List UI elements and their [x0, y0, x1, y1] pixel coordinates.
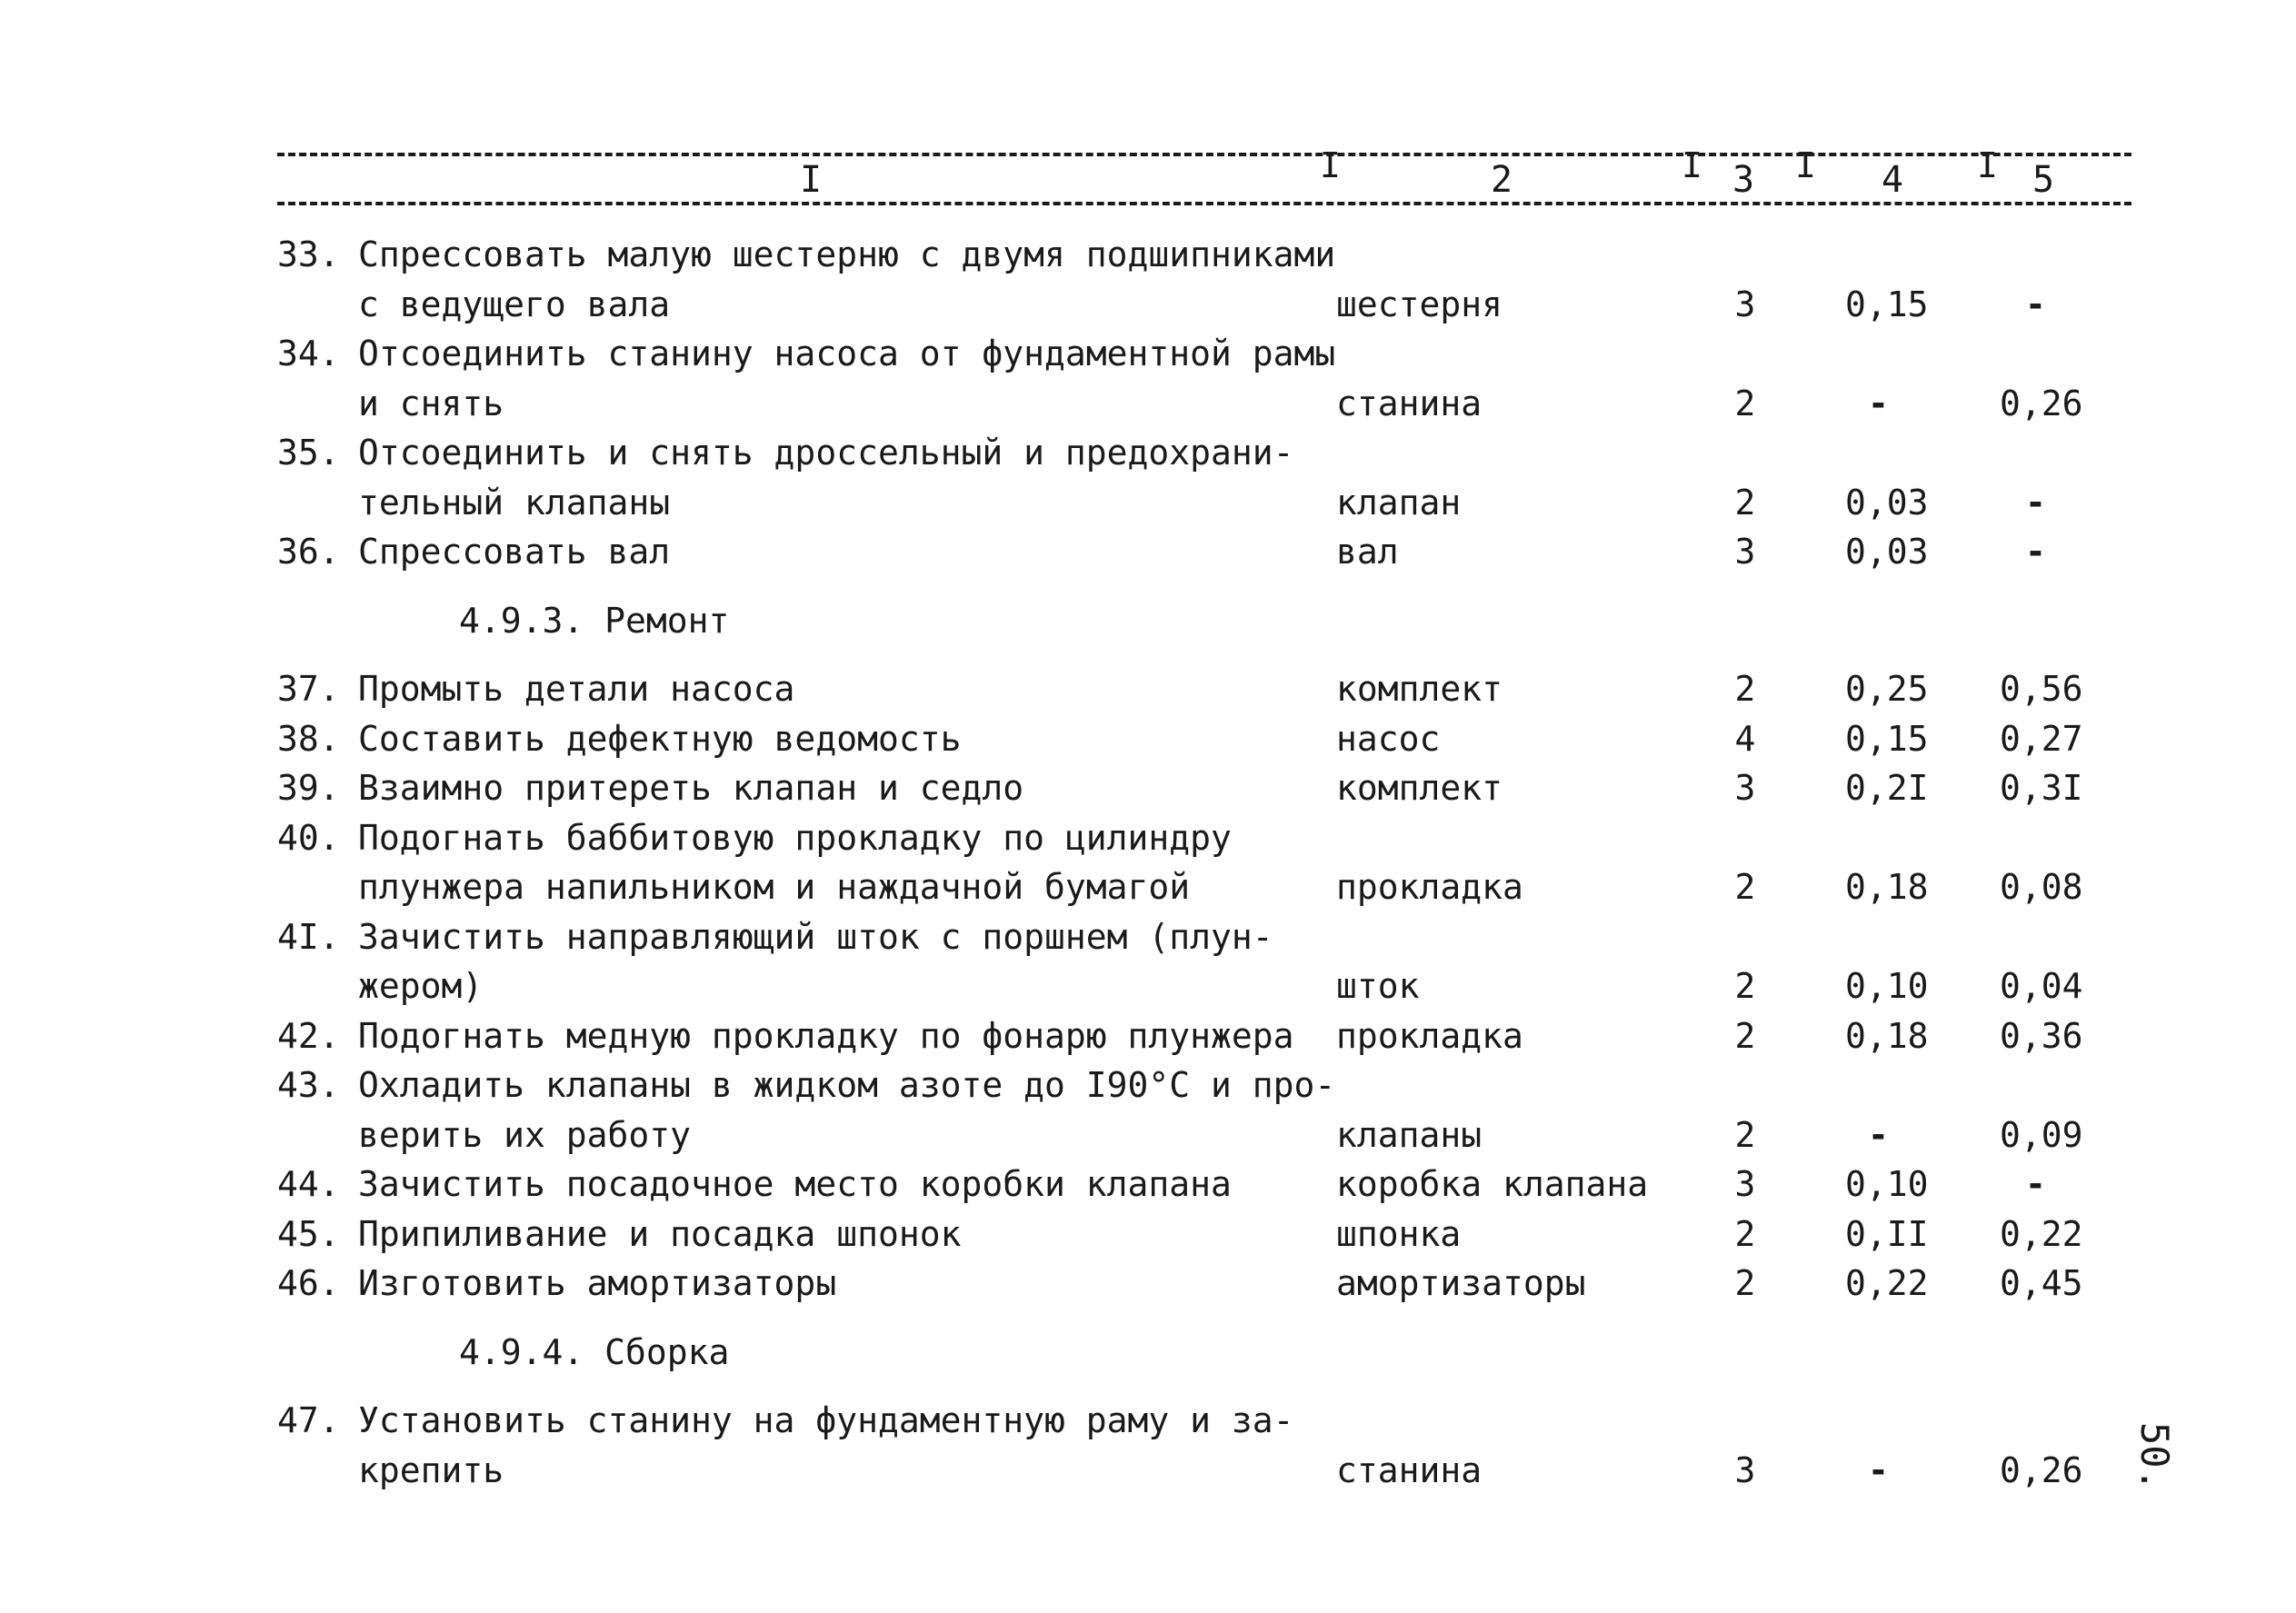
unit-cell: шток [1336, 966, 1420, 1006]
unit-cell: комплект [1336, 669, 1503, 709]
column-3-cell: 3 [1734, 284, 1756, 324]
operation-description: Изготовить амортизаторы [358, 1263, 837, 1303]
operation-description: плунжера напильником и наждачной бумагой [358, 867, 1191, 907]
operation-description: Спрессовать малую шестерню с двумя подшипниками [358, 234, 1336, 274]
column-separator: I [1682, 145, 1702, 185]
column-number-3: 3 [1732, 159, 1755, 201]
column-5-cell: 0,36 [2000, 1015, 2083, 1056]
column-separator: I [1320, 145, 1341, 185]
operation-number: 44. [277, 1164, 340, 1204]
column-4-cell: 0,22 [1845, 1263, 1929, 1303]
operation-description: крепить [358, 1449, 504, 1490]
column-4-cell: 0,10 [1845, 966, 1929, 1006]
operation-description: Составить дефектную ведомость [358, 718, 962, 759]
operation-description: Охладить клапаны в жидком азоте до I90°C и про- [358, 1065, 1336, 1105]
column-5-cell: 0,27 [2000, 718, 2083, 759]
column-separator: I [1977, 145, 1998, 185]
column-5-cell: - [2025, 532, 2046, 572]
column-number-4: 4 [1882, 159, 1904, 201]
operation-description: тельный клапаны [358, 482, 671, 523]
column-5-cell: 0,09 [2000, 1114, 2083, 1155]
operation-description: Отсоединить и снять дроссельный и предохрани- [358, 433, 1294, 473]
unit-cell: шпонка [1336, 1213, 1462, 1254]
operation-description: Промыть детали насоса [358, 669, 795, 709]
column-3-cell: 2 [1734, 669, 1756, 709]
column-number-5: 5 [2032, 159, 2055, 201]
operation-number: 34. [277, 334, 340, 373]
operation-number: 47. [277, 1400, 340, 1440]
column-5-cell: 0,22 [2000, 1213, 2083, 1254]
column-4-cell: 0,2I [1845, 768, 1929, 808]
section-heading: 4.9.3. Ремонт [459, 600, 730, 641]
column-5-cell: - [2025, 482, 2046, 523]
operation-description: верить их работу [358, 1114, 692, 1155]
column-3-cell: 3 [1734, 768, 1756, 808]
column-4-cell: 0,10 [1845, 1164, 1929, 1204]
operation-description: Отсоединить станину насоса от фундаментной рамы [358, 334, 1336, 373]
column-4-cell: 0,25 [1845, 669, 1929, 709]
column-3-cell: 2 [1734, 383, 1756, 423]
operation-number: 39. [277, 768, 340, 808]
unit-cell: прокладка [1336, 867, 1523, 907]
column-4-cell: 0,15 [1845, 284, 1929, 324]
column-5-cell: 0,08 [2000, 867, 2083, 907]
unit-cell: насос [1336, 718, 1441, 759]
column-3-cell: 2 [1734, 966, 1756, 1006]
column-number-1: I [800, 159, 823, 201]
operation-number: 33. [277, 234, 340, 274]
operation-description: Зачистить посадочное место коробки клапана [358, 1164, 1232, 1204]
unit-cell: амортизаторы [1336, 1263, 1586, 1303]
column-3-cell: 3 [1734, 1449, 1756, 1490]
column-5-cell: - [2025, 1164, 2046, 1204]
operation-description: Взаимно притереть клапан и седло [358, 768, 1024, 808]
operation-number: 45. [277, 1213, 340, 1254]
operation-number: 37. [277, 669, 340, 709]
unit-cell: станина [1336, 1449, 1482, 1490]
column-3-cell: 4 [1734, 718, 1756, 759]
column-3-cell: 3 [1734, 1164, 1756, 1204]
operation-number: 43. [277, 1065, 340, 1105]
operation-description: жером) [358, 966, 484, 1006]
column-3-cell: 2 [1734, 1213, 1756, 1254]
column-5-cell: 0,04 [2000, 966, 2083, 1006]
operation-number: 42. [277, 1015, 340, 1056]
column-4-cell: - [1868, 1449, 1889, 1490]
operation-number: 36. [277, 532, 340, 572]
operation-number: 38. [277, 718, 340, 759]
column-4-cell: 0,03 [1845, 532, 1929, 572]
unit-cell: комплект [1336, 768, 1503, 808]
column-4-cell: 0,18 [1845, 867, 1929, 907]
column-5-cell: 0,26 [2000, 1449, 2083, 1490]
column-number-2: 2 [1491, 159, 1513, 201]
page-number: 50. [2132, 1422, 2177, 1491]
column-3-cell: 2 [1734, 1015, 1756, 1056]
column-3-cell: 2 [1734, 867, 1756, 907]
operation-description: и снять [358, 383, 504, 423]
column-3-cell: 2 [1734, 482, 1756, 523]
operation-number: 46. [277, 1263, 340, 1303]
unit-cell: вал [1336, 532, 1399, 572]
header-rule-bottom [277, 202, 2131, 205]
unit-cell: клапаны [1336, 1114, 1482, 1155]
operation-description: Подогнать баббитовую прокладку по цилиндру [358, 817, 1232, 858]
column-5-cell: 0,45 [2000, 1263, 2083, 1303]
header-rule-top [277, 153, 2131, 156]
column-5-cell: - [2025, 284, 2046, 324]
operation-description: с ведущего вала [358, 284, 671, 324]
operation-number: 40. [277, 817, 340, 858]
unit-cell: коробка клапана [1336, 1164, 1649, 1204]
column-4-cell: 0,15 [1845, 718, 1929, 759]
section-heading: 4.9.4. Сборка [459, 1331, 730, 1372]
column-4-cell: 0,II [1845, 1213, 1929, 1254]
column-3-cell: 2 [1734, 1263, 1756, 1303]
column-4-cell: 0,18 [1845, 1015, 1929, 1056]
operation-description: Спрессовать вал [358, 532, 671, 572]
column-4-cell: - [1868, 1114, 1889, 1155]
operation-number: 35. [277, 433, 340, 473]
column-3-cell: 3 [1734, 532, 1756, 572]
column-separator: I [1795, 145, 1816, 185]
unit-cell: станина [1336, 383, 1482, 423]
column-5-cell: 0,56 [2000, 669, 2083, 709]
column-3-cell: 2 [1734, 1114, 1756, 1155]
operation-description: Подогнать медную прокладку по фонарю плунжера [358, 1015, 1294, 1056]
operation-description: Припиливание и посадка шпонок [358, 1213, 962, 1254]
column-5-cell: 0,3I [2000, 768, 2083, 808]
column-4-cell: - [1868, 383, 1889, 423]
operation-description: Зачистить направляющий шток с поршнем (плун- [358, 916, 1273, 957]
unit-cell: шестерня [1336, 284, 1503, 324]
operation-number: 4I. [277, 916, 340, 957]
unit-cell: прокладка [1336, 1015, 1523, 1056]
column-4-cell: 0,03 [1845, 482, 1929, 523]
operation-description: Установить станину на фундаментную раму и за- [358, 1400, 1294, 1440]
unit-cell: клапан [1336, 482, 1462, 523]
column-5-cell: 0,26 [2000, 383, 2083, 423]
